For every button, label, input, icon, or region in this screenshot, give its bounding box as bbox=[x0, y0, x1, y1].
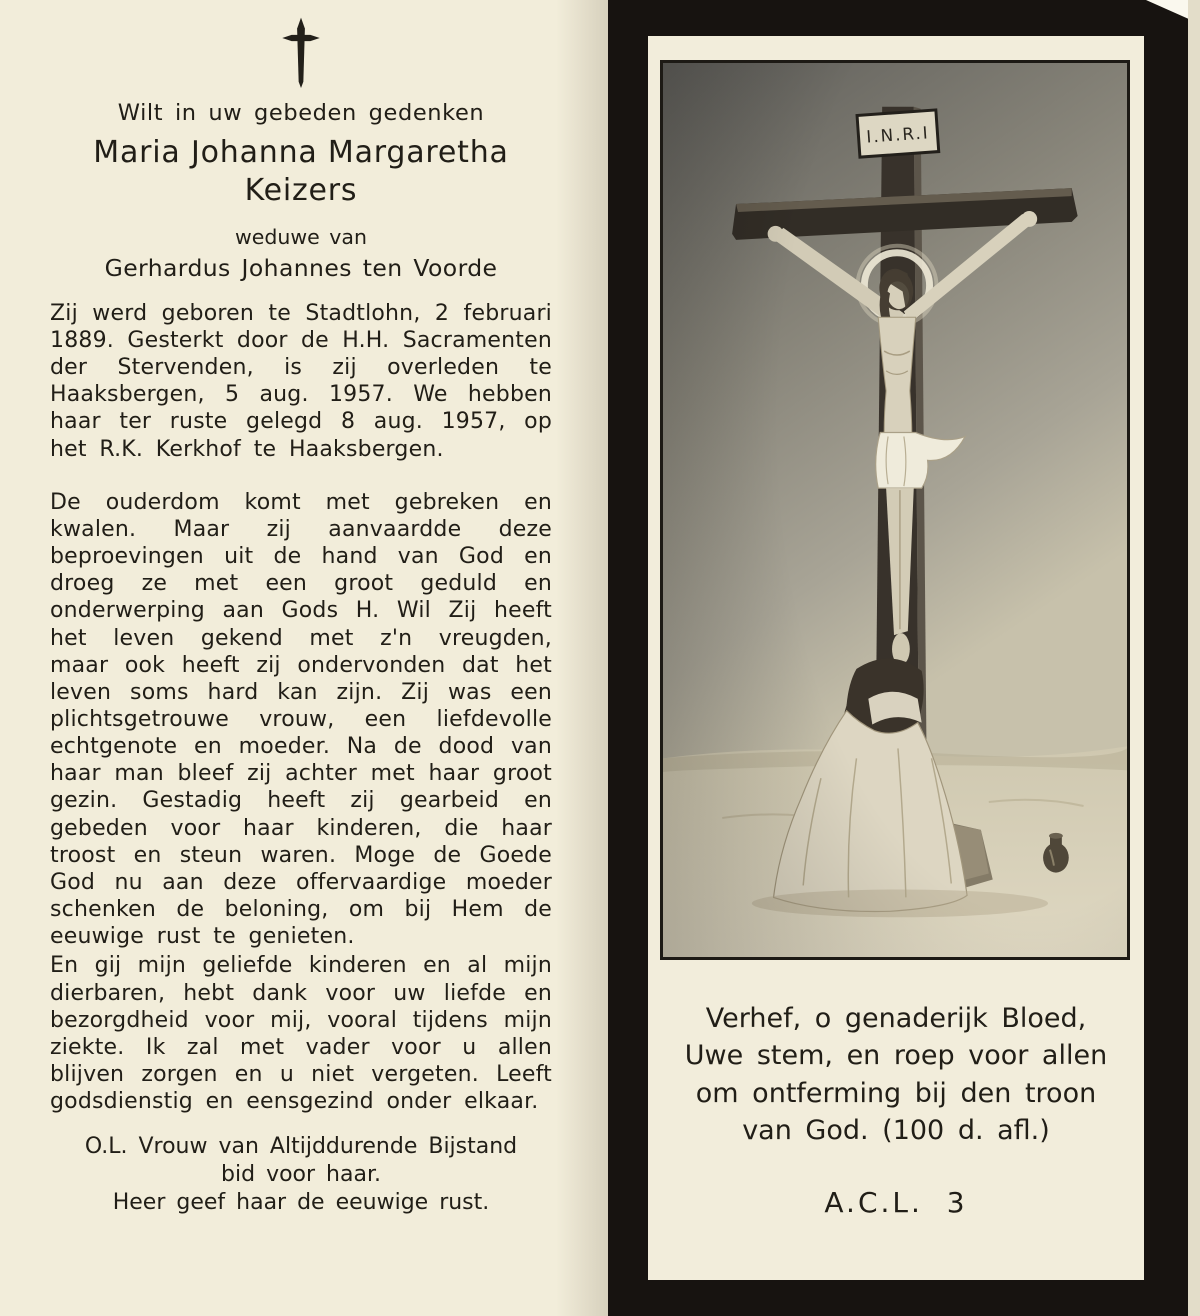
paragraph-biography: Zij werd geboren te Stadtlohn, 2 februari 1889. Gesterkt door de H.H. Sacramenten der Stervenden, is zij overleden te Haaksbergen, 5 aug. 1957. We hebben haar ter ruste gelegd 8 aug. 1957, op het R.K. Kerkhof te Haaksbergen. bbox=[50, 300, 552, 462]
card-inner-paper bbox=[648, 36, 1144, 1280]
printer-reference: A.C.L. 3 bbox=[824, 1186, 968, 1219]
indulgence-prayer: Verhef, o genaderijk Bloed, Uwe stem, en roep voor allen om ontferming bij den troon van God. (100 d. afl.) bbox=[684, 1003, 1108, 1146]
latin-cross-icon bbox=[50, 16, 552, 92]
deceased-name-line-1: Maria Johanna Margaretha bbox=[93, 135, 509, 170]
paragraph-farewell: En gij mijn geliefde kinderen en al mijn dierbaren, hebt dank voor uw liefde en bezorgdheid voor mij, vooral tijdens mijn ziekte. Ik zal met vader voor u allen blijven zorgen en u niet vergeten. Leeft godsdienstig en eensgezind onder elkaar. bbox=[50, 953, 552, 1115]
closing-line-2: bid voor haar. bbox=[221, 1162, 381, 1188]
intro-line: Wilt in uw gebeden gedenken bbox=[117, 100, 485, 126]
closing-prayers bbox=[50, 1133, 552, 1216]
deceased-name bbox=[50, 134, 552, 211]
scan-paper-edge bbox=[1188, 0, 1200, 1316]
paragraph-life: De ouderdom komt met gebreken en kwalen. Maar zij aanvaardde deze beproevingen uit de hand van God en droeg ze met een groot geduld en onderwerping aan Gods H. Wil Zij heeft het leven gekend met z'n vreugden, maar ook heeft zij ondervonden dat het leven soms hard kan zijn. Zij was een plichtsgetrouwe vrouw, een liefdevolle echtgenote en moeder. Na de dood van haar man bleef zij achter met haar groot gezin. Gestadig heeft zij gearbeid en gebeden voor haar kinderen, die haar troost en steun waren. Moge de Goede God nu aan deze offervaardige moeder schenken de beloning, om bij Hem de eeuwige rust te genieten. bbox=[50, 489, 552, 950]
crucifixion-image bbox=[660, 60, 1130, 960]
right-page-card bbox=[608, 0, 1188, 1316]
closing-line-3: Heer geef haar de eeuwige rust. bbox=[112, 1189, 490, 1215]
relation-label: weduwe van bbox=[235, 224, 367, 249]
deceased-name-line-2: Keizers bbox=[244, 173, 358, 209]
husband-name: Gerhardus Johannes ten Voorde bbox=[104, 253, 498, 282]
closing-line-1: O.L. Vrouw van Altijddurende Bijstand bbox=[84, 1134, 518, 1160]
